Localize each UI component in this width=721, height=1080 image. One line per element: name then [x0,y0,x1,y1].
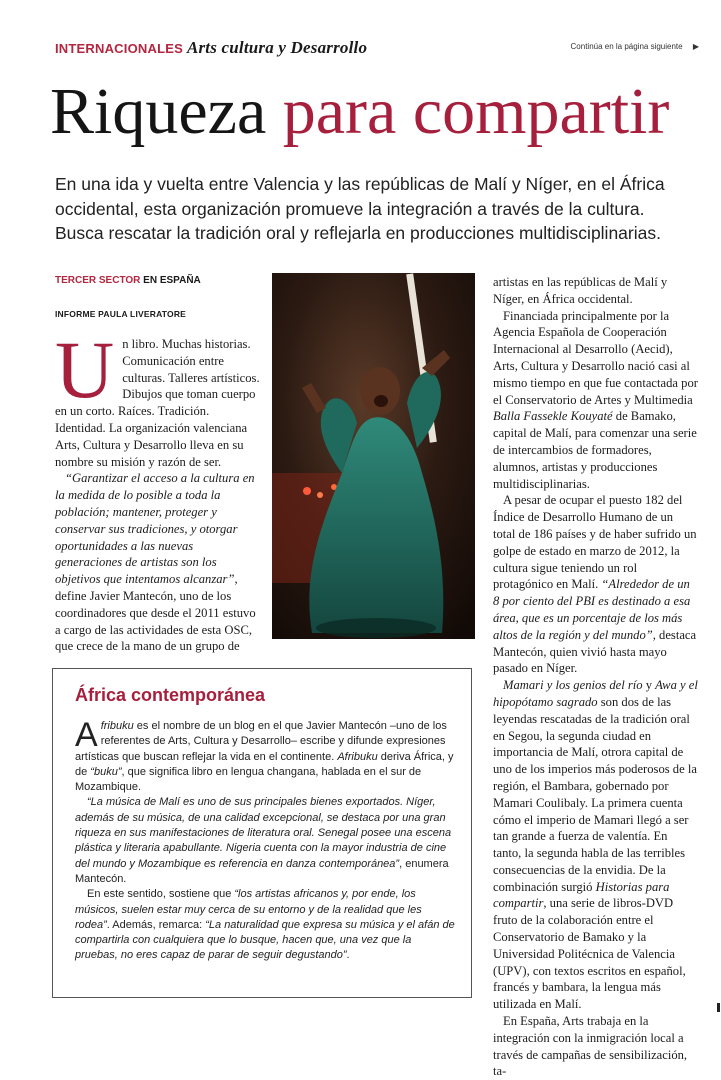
buku-term: “buku” [90,765,122,778]
blog-name: fribuku [100,720,134,732]
continue-note[interactable] [571,42,699,51]
sidebar-text-2: , enumera Mantecón. [75,857,449,885]
col1-paragraph-2 [55,470,260,655]
sidebar-text-3b: . Además, remarca: [106,918,206,931]
col3-text-3a: A pesar de ocupar el puesto 182 del Índice de Desarrollo Humano de un total de 186 países y de haber sufrido un golpe de estado en marzo de 2012, la cultura sigue teniendo un rol protagónico en Malí. [493,493,697,592]
section-name: INTERNACIONALES [55,41,183,56]
kicker [55,275,201,286]
col1-text-1: n libro. Muchas historias. Comunicación entre culturas. Talleres artísticos. Dibujos que toman cuerpo en un corto. Raíces. Tradición. Identidad. La organización valenciana Arts, Cultura y Desarrollo lleva en su nombre su misión y razón de ser. [55,337,260,469]
page-title [50,74,669,150]
col1-quote: “Garantizar el acceso a la cultura en la medida de lo posible a toda la población; mantener, proteger y conservar sus tradiciones, y otorgar oportunidades a las nuevas generaciones de artistas son los objetivos que intentamos alcanzar” [55,471,255,587]
column-one [55,324,260,655]
col3-paragraph-5: En España, Arts trabaja en la integración con la inmigración local a través de campañas de sensibilización, ta- [493,1014,688,1079]
dropcap-letter: U [55,324,115,415]
sidebar-text-1c: , que significa libro en lengua changana, hablada en el sur de Mozambique. [75,765,422,794]
col3-paragraph-4 [493,677,698,1013]
byline: INFORME PAULA LIVERATORE [55,309,187,319]
sidebar-body [75,716,455,964]
col3-text-2b: de Bamako, capital de Malí, para comenzar una serie de intercambios de formadores, alumnos, artistas y producciones multidisciplinarias. [493,409,697,491]
title-part-red: para compartir [282,75,670,148]
col3-paragraph-2 [493,308,698,493]
column-three [493,274,698,1080]
performer-photo [272,273,475,639]
title-part-dark: Riqueza [50,75,267,148]
col3-text-4c: , una serie de libros-DVD fruto de la colaboración entre el Conservatorio de Bamako y la Universidad Politécnica de Valencia (UPV), con textos escritos en español, francés y bambara, la lengua más utilizada en Malí. [493,896,686,1012]
sidebar-quote-2: “los artistas africanos y, por ende, los músicos, suelen estar muy cerca de su entorno y de la realidad que les rodea” [75,888,422,931]
sidebar-title: África contemporánea [75,685,266,705]
kicker-red: TERCER SECTOR [55,275,141,286]
legend-title-1: Mamari y los genios del río [503,678,643,693]
sidebar-text-3c: . [346,949,350,962]
sidebar-paragraph-2 [75,795,455,887]
sidebar-text-1a: es el nombre de un blog en el que Javier Mantecón –uno de los referentes de Arts, Cultura y Desarrollo– escribe y difunde expresiones artísticas que buscan reflejar la vida en el continente. [75,720,447,763]
col1-text-2: , define Javier Mantecón, uno de los coordinadores que desde el 2011 estuvo a cargo de las actividades de esta OSC, que crece de la mano de un grupo de [55,572,256,654]
sidebar-text-3a: En este sentido, sostiene que [87,888,235,901]
page-edge-mark [717,1003,720,1012]
performer-photo-illustration [272,273,475,639]
conservatory-name: Balla Fassekle Kouyaté [493,409,613,424]
col3-text-3b: , destaca Mantecón, quien vivió hasta mayo pasado en Níger. [493,627,697,676]
sidebar-paragraph-3 [75,887,455,963]
col3-text-4b: son dos de las leyendas rescatadas de la tradición oral en Segou, la segunda ciudad en importancia de Malí, otrora capital de uno de los imperios más poderosos de la región, el Bambara, gobernado por Mamari Coulibaly. La primera cuenta cómo el imperio de Mamari llegó a ser tan grande a fuerza de valentía. En tanto, la segunda habla de las terribles consecuencias de la envidia. De la combinación surgió [493,694,697,894]
sidebar-text-1b: deriva África, y de [75,750,454,778]
kicker-rest: EN ESPAÑA [143,275,201,286]
sidebar-quote-1: “La música de Malí es uno de sus principales bienes exportados. Níger, además de su música, de una calidad excepcional, se destaca por una gran riqueza en sus manifestaciones de literatura oral. Senegal posee una escena plástica y literaria apabullante. Nigeria cuenta con la mayor industria de cine del mundo y Mozambique es referencia en danza contemporánea” [75,796,452,870]
col3-text-2a: Financiada principalmente por la Agencia Española de Cooperación Internacional al Desarrollo (Aecid), Arts, Cultura y Desarrollo nació casi al mismo tiempo en que fue contactada por el Conservatorio de Artes y Multimedia [493,308,698,407]
col3-paragraph-1: artistas en las repúblicas de Malí y Níger, en África occidental. [493,275,668,306]
col1-paragraph-1 [55,324,260,470]
sidebar-dropcap: A [75,716,98,754]
arrow-right-icon: ▶ [692,42,699,51]
series-title: Historias para compartir [493,879,670,911]
section-label [55,38,367,58]
sidebar-box [52,668,472,998]
col3-quote: “Alrededor de un 8 por ciento del PBI es destinado a esa área, que es un porcentaje de los más altos de la región y del mundo” [493,577,691,642]
sidebar-paragraph-1 [75,716,455,795]
section-title: Arts cultura y Desarrollo [186,38,368,57]
legend-title-2: Awa y el hipopótamo sagrado [493,678,698,709]
lede-paragraph: En una ida y vuelta entre Valencia y las repúblicas de Malí y Níger, en el África occidental, esta organización promueve la integración a través de la cultura. Busca rescatar la tradición oral y reflejarla en producciones multidisciplinarias. [55,174,665,243]
col3-text-4a: y [642,678,656,693]
col3-paragraph-3 [493,492,698,677]
blog-name-2: Afribuku [337,750,378,763]
sidebar-quote-3: “La naturalidad que expresa su música y el afán de compartirla con cualquiera que lo busque, hacen que, una vez que la pruebas, no eres capaz de parar de seguir degustando” [75,918,455,962]
continue-text: Continúa en la página siguiente [570,42,683,51]
